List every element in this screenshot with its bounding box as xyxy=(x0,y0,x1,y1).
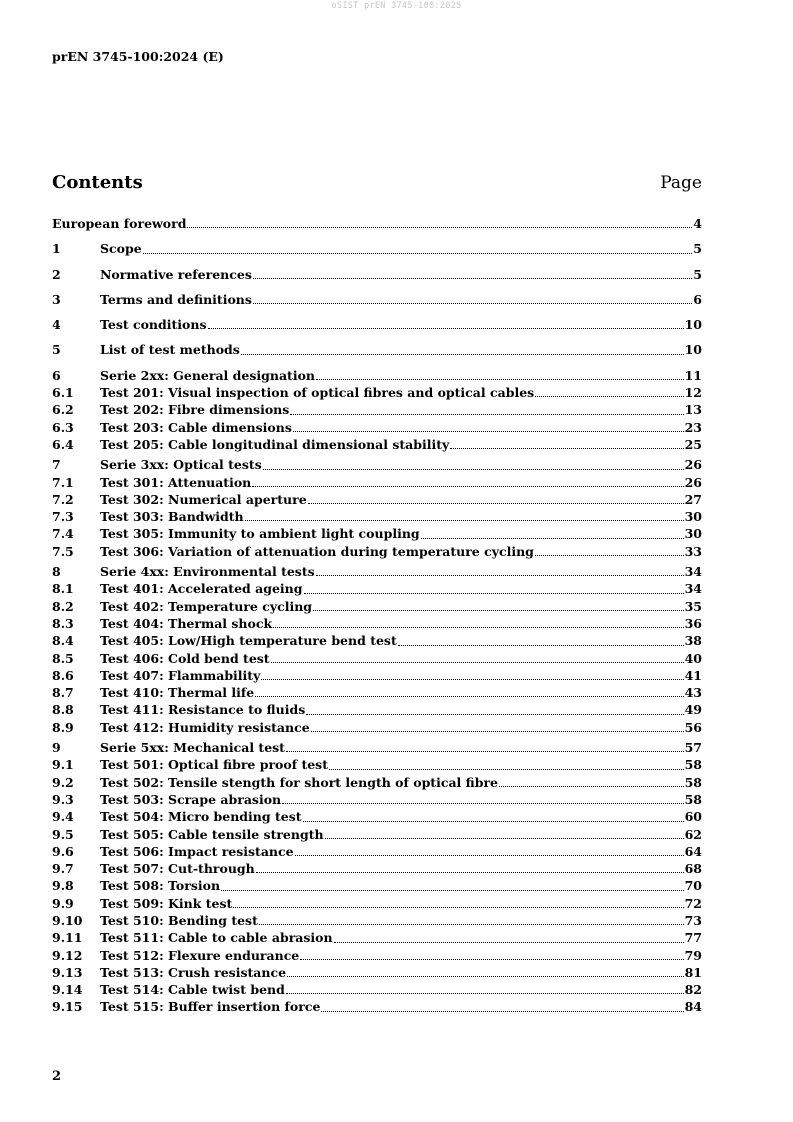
dot-leader xyxy=(311,731,684,732)
toc-entry-title: Test 301: Attenuation xyxy=(100,474,252,490)
dot-leader xyxy=(221,890,684,891)
toc-entry-number: 6.3 xyxy=(52,419,74,435)
dot-leader xyxy=(535,396,683,397)
toc-entry-number: 3 xyxy=(52,291,61,307)
toc-entry-number: 7.1 xyxy=(52,474,74,490)
toc-entry-page: 33 xyxy=(684,543,702,559)
contents-heading xyxy=(52,172,702,193)
toc-entry[interactable] xyxy=(52,474,702,491)
toc-entry-page: 6 xyxy=(693,291,702,307)
toc-entry-title: Test 511: Cable to cable abrasion xyxy=(100,930,333,946)
toc-entry-number: 9.7 xyxy=(52,861,74,877)
toc-entry-page: 34 xyxy=(684,564,702,580)
toc-entry[interactable] xyxy=(52,791,702,808)
dot-leader xyxy=(273,627,683,628)
toc-entry-title: Test 510: Bending test xyxy=(100,912,258,928)
toc-entry-number: 9.8 xyxy=(52,878,74,894)
dot-leader xyxy=(304,593,684,594)
toc-entry-title: Test 202: Fibre dimensions xyxy=(100,402,290,418)
toc-entry-page: 11 xyxy=(684,367,702,383)
toc-entry-page: 81 xyxy=(684,964,702,980)
toc-entry-page: 49 xyxy=(684,702,702,718)
toc-entry-page: 60 xyxy=(684,809,702,825)
toc-entry-number: 9 xyxy=(52,740,61,756)
toc-entry-number: 9.13 xyxy=(52,964,83,980)
toc-entry-title: Test 503: Scrape abrasion xyxy=(100,791,282,807)
dot-leader xyxy=(450,448,683,449)
toc-entry-page: 40 xyxy=(684,650,702,666)
toc-entry[interactable] xyxy=(52,843,702,860)
toc-entry-title: Test 303: Bandwidth xyxy=(100,509,244,525)
toc-entry-number: 8.9 xyxy=(52,719,74,735)
toc-entry[interactable] xyxy=(52,215,702,232)
dot-leader xyxy=(535,555,684,556)
toc-entry-number: 7 xyxy=(52,457,61,473)
toc-entry-number: 6.4 xyxy=(52,436,74,452)
toc-entry-title: Test 506: Impact resistance xyxy=(100,843,294,859)
toc-entry-number: 1 xyxy=(52,241,61,257)
toc-entry-title: Test 410: Thermal life xyxy=(100,685,255,701)
toc-entry[interactable] xyxy=(52,947,702,964)
toc-entry-number: 9.6 xyxy=(52,843,74,859)
dot-leader xyxy=(329,769,684,770)
toc-entry[interactable] xyxy=(52,719,702,736)
toc-entry-title: Test 515: Buffer insertion force xyxy=(100,999,321,1015)
toc-entry-page: 58 xyxy=(684,757,702,773)
toc-entry-title: Test 411: Resistance to fluids xyxy=(100,702,306,718)
dot-leader xyxy=(300,959,683,960)
toc-entry-number: 4 xyxy=(52,317,61,333)
dot-leader xyxy=(241,354,684,355)
dot-leader xyxy=(263,469,684,470)
dot-leader xyxy=(321,1011,683,1012)
toc-entry-number: 8.7 xyxy=(52,685,74,701)
dot-leader xyxy=(187,227,692,228)
toc-entry[interactable] xyxy=(52,615,702,632)
toc-entry[interactable] xyxy=(52,701,702,718)
toc-entry-title: Serie 2xx: General designation xyxy=(100,367,315,383)
toc-entry-title: Test 501: Optical fibre proof test xyxy=(100,757,328,773)
page-number: 2 xyxy=(52,1069,62,1084)
toc-entry-title: Serie 4xx: Environmental tests xyxy=(100,564,315,580)
dot-leader xyxy=(245,520,684,521)
dot-leader xyxy=(233,907,683,908)
toc-entry[interactable] xyxy=(52,598,702,615)
toc-entry[interactable] xyxy=(52,580,702,597)
toc-entry-page: 10 xyxy=(684,342,702,358)
toc-entry-page: 26 xyxy=(684,474,702,490)
toc-entry-page: 27 xyxy=(684,491,702,507)
toc-entry-number: 7.3 xyxy=(52,509,74,525)
toc-entry[interactable] xyxy=(52,525,702,542)
dot-leader xyxy=(259,924,684,925)
toc-entry-number: 7.5 xyxy=(52,543,74,559)
toc-entry[interactable] xyxy=(52,543,702,560)
toc-entry[interactable] xyxy=(52,860,702,877)
toc-entry-page: 30 xyxy=(684,526,702,542)
toc-entry-title: Test 205: Cable longitudinal dimensional stability xyxy=(100,436,450,452)
toc-entry[interactable] xyxy=(52,563,702,580)
toc-entry-number: 9.4 xyxy=(52,809,74,825)
toc-entry[interactable] xyxy=(52,667,702,684)
toc-entry-number: 9.10 xyxy=(52,912,83,928)
toc-entry-title: Test 407: Flammability xyxy=(100,667,261,683)
dot-leader xyxy=(308,503,684,504)
toc-entry-title: Terms and definitions xyxy=(100,291,252,307)
dot-leader xyxy=(325,838,684,839)
table-of-contents xyxy=(52,215,702,1016)
toc-entry-number: 8.8 xyxy=(52,702,74,718)
dot-leader xyxy=(271,662,684,663)
dot-leader xyxy=(143,253,693,254)
toc-entry-title: Serie 3xx: Optical tests xyxy=(100,457,262,473)
toc-entry-number: 8.3 xyxy=(52,615,74,631)
toc-entry-page: 72 xyxy=(684,895,702,911)
toc-entry-page: 30 xyxy=(684,509,702,525)
toc-entry-title: Test 514: Cable twist bend xyxy=(100,982,285,998)
toc-entry[interactable] xyxy=(52,895,702,912)
dot-leader xyxy=(293,431,684,432)
toc-entry-page: 68 xyxy=(684,861,702,877)
dot-leader xyxy=(334,942,684,943)
toc-entry[interactable] xyxy=(52,650,702,667)
dot-leader xyxy=(303,821,684,822)
dot-leader xyxy=(286,751,684,752)
toc-entry[interactable] xyxy=(52,384,702,401)
toc-entry-number: 5 xyxy=(52,342,61,358)
toc-entry-title: Test 405: Low/High temperature bend test xyxy=(100,633,397,649)
toc-entry-page: 12 xyxy=(684,385,702,401)
dot-leader xyxy=(287,976,684,977)
toc-entry-number: 9.2 xyxy=(52,774,74,790)
toc-entry-page: 34 xyxy=(684,581,702,597)
dot-leader xyxy=(256,872,684,873)
toc-entry-number: 8.1 xyxy=(52,581,74,597)
toc-entry-number: 9.14 xyxy=(52,982,83,998)
dot-leader xyxy=(295,855,684,856)
dot-leader xyxy=(252,486,683,487)
toc-entry-page: 79 xyxy=(684,947,702,963)
toc-entry-number: 9.3 xyxy=(52,791,74,807)
dot-leader xyxy=(261,679,683,680)
toc-entry-page: 36 xyxy=(684,615,702,631)
toc-entry[interactable] xyxy=(52,316,702,333)
toc-entry-title: European foreword xyxy=(52,216,187,231)
toc-entry-page: 70 xyxy=(684,878,702,894)
toc-entry[interactable] xyxy=(52,401,702,418)
toc-entry[interactable] xyxy=(52,756,702,773)
toc-entry-title: Test 504: Micro bending test xyxy=(100,809,302,825)
toc-entry-page: 58 xyxy=(684,791,702,807)
toc-entry[interactable] xyxy=(52,826,702,843)
toc-entry-page: 82 xyxy=(684,982,702,998)
dot-leader xyxy=(208,328,684,329)
toc-entry[interactable] xyxy=(52,341,702,358)
toc-entry-title: Test 401: Accelerated ageing xyxy=(100,581,303,597)
toc-entry[interactable] xyxy=(52,877,702,894)
toc-entry-page: 23 xyxy=(684,419,702,435)
toc-entry-page: 10 xyxy=(684,317,702,333)
toc-entry-page: 62 xyxy=(684,826,702,842)
dot-leader xyxy=(316,575,684,576)
toc-entry-number: 8.6 xyxy=(52,667,74,683)
dot-leader xyxy=(316,379,684,380)
toc-entry-title: Test 302: Numerical aperture xyxy=(100,491,307,507)
toc-entry-title: Test 512: Flexure endurance xyxy=(100,947,300,963)
dot-leader xyxy=(421,538,684,539)
page-column-label: Page xyxy=(660,173,702,193)
toc-entry-page: 13 xyxy=(684,402,702,418)
toc-entry-number: 6.1 xyxy=(52,385,74,401)
dot-leader xyxy=(398,645,684,646)
toc-entry-number: 8.4 xyxy=(52,633,74,649)
toc-entry[interactable] xyxy=(52,436,702,453)
toc-entry-page: 77 xyxy=(684,930,702,946)
toc-entry-page: 84 xyxy=(684,999,702,1015)
toc-entry-page: 26 xyxy=(684,457,702,473)
toc-entry-page: 35 xyxy=(684,598,702,614)
toc-entry[interactable] xyxy=(52,684,702,701)
toc-entry-number: 9.12 xyxy=(52,947,83,963)
toc-entry-title: Test 305: Immunity to ambient light coupling xyxy=(100,526,420,542)
toc-entry-title: Test conditions xyxy=(100,317,207,333)
toc-entry[interactable] xyxy=(52,929,702,946)
toc-entry-page: 25 xyxy=(684,436,702,452)
contents-title: Contents xyxy=(52,172,143,193)
toc-entry-page: 5 xyxy=(693,266,702,282)
toc-entry[interactable] xyxy=(52,291,702,308)
toc-entry-title: Test 402: Temperature cycling xyxy=(100,598,313,614)
toc-entry-number: 6.2 xyxy=(52,402,74,418)
dot-leader xyxy=(282,803,683,804)
toc-entry-number: 8.5 xyxy=(52,650,74,666)
dot-leader xyxy=(290,414,683,415)
toc-entry-number: 9.9 xyxy=(52,895,74,911)
dot-leader xyxy=(499,786,684,787)
dot-leader xyxy=(306,714,683,715)
toc-entry[interactable] xyxy=(52,456,702,473)
toc-entry-page: 4 xyxy=(693,216,702,231)
toc-entry-page: 64 xyxy=(684,843,702,859)
toc-entry-title: Test 406: Cold bend test xyxy=(100,650,270,666)
toc-entry-number: 2 xyxy=(52,266,61,282)
toc-entry-page: 56 xyxy=(684,719,702,735)
toc-entry[interactable] xyxy=(52,912,702,929)
toc-entry-title: Test 404: Thermal shock xyxy=(100,615,273,631)
toc-entry[interactable] xyxy=(52,491,702,508)
toc-entry-page: 58 xyxy=(684,774,702,790)
toc-entry-number: 7.4 xyxy=(52,526,74,542)
toc-entry-title: Test 201: Visual inspection of optical fibres and optical cables xyxy=(100,385,535,401)
toc-entry-page: 38 xyxy=(684,633,702,649)
toc-entry-number: 8 xyxy=(52,564,61,580)
toc-entry-title: Test 412: Humidity resistance xyxy=(100,719,310,735)
toc-entry-number: 8.2 xyxy=(52,598,74,614)
toc-entry[interactable] xyxy=(52,998,702,1015)
toc-entry-number: 9.15 xyxy=(52,999,83,1015)
dot-leader xyxy=(253,278,692,279)
toc-entry-title: Test 508: Torsion xyxy=(100,878,221,894)
toc-entry-title: Test 505: Cable tensile strength xyxy=(100,826,324,842)
dot-leader xyxy=(313,610,684,611)
toc-entry[interactable] xyxy=(52,632,702,649)
toc-entry[interactable] xyxy=(52,419,702,436)
toc-entry-title: Serie 5xx: Mechanical test xyxy=(100,740,285,756)
toc-entry-title: Test 507: Cut-through xyxy=(100,861,255,877)
toc-entry-number: 7.2 xyxy=(52,491,74,507)
toc-entry[interactable] xyxy=(52,808,702,825)
toc-entry-page: 43 xyxy=(684,685,702,701)
toc-entry-number: 9.11 xyxy=(52,930,83,946)
dot-leader xyxy=(255,696,683,697)
toc-entry[interactable] xyxy=(52,774,702,791)
dot-leader xyxy=(286,993,684,994)
toc-entry[interactable] xyxy=(52,508,702,525)
toc-entry[interactable] xyxy=(52,739,702,756)
toc-entry-title: Test 306: Variation of attenuation during temperature cycling xyxy=(100,543,534,559)
toc-entry-title: Normative references xyxy=(100,266,252,282)
toc-entry-number: 9.5 xyxy=(52,826,74,842)
watermark: oSIST prEN 3745-100:2025 xyxy=(331,1,462,11)
toc-entry[interactable] xyxy=(52,367,702,384)
toc-entry[interactable] xyxy=(52,266,702,283)
toc-entry-page: 73 xyxy=(684,912,702,928)
toc-entry-page: 5 xyxy=(693,241,702,257)
toc-entry-number: 6 xyxy=(52,367,61,383)
toc-entry[interactable] xyxy=(52,964,702,981)
toc-entry-page: 41 xyxy=(684,667,702,683)
toc-entry-title: Scope xyxy=(100,241,142,257)
toc-entry-number: 9.1 xyxy=(52,757,74,773)
toc-entry-title: Test 513: Crush resistance xyxy=(100,964,287,980)
dot-leader xyxy=(253,303,692,304)
toc-entry-title: List of test methods xyxy=(100,342,240,358)
toc-entry-title: Test 203: Cable dimensions xyxy=(100,419,292,435)
toc-entry-title: Test 509: Kink test xyxy=(100,895,233,911)
document-id: prEN 3745-100:2024 (E) xyxy=(52,49,224,64)
toc-entry[interactable] xyxy=(52,240,702,257)
toc-entry-title: Test 502: Tensile stength for short length of optical fibre xyxy=(100,774,499,790)
toc-entry[interactable] xyxy=(52,981,702,998)
toc-entry-page: 57 xyxy=(684,740,702,756)
